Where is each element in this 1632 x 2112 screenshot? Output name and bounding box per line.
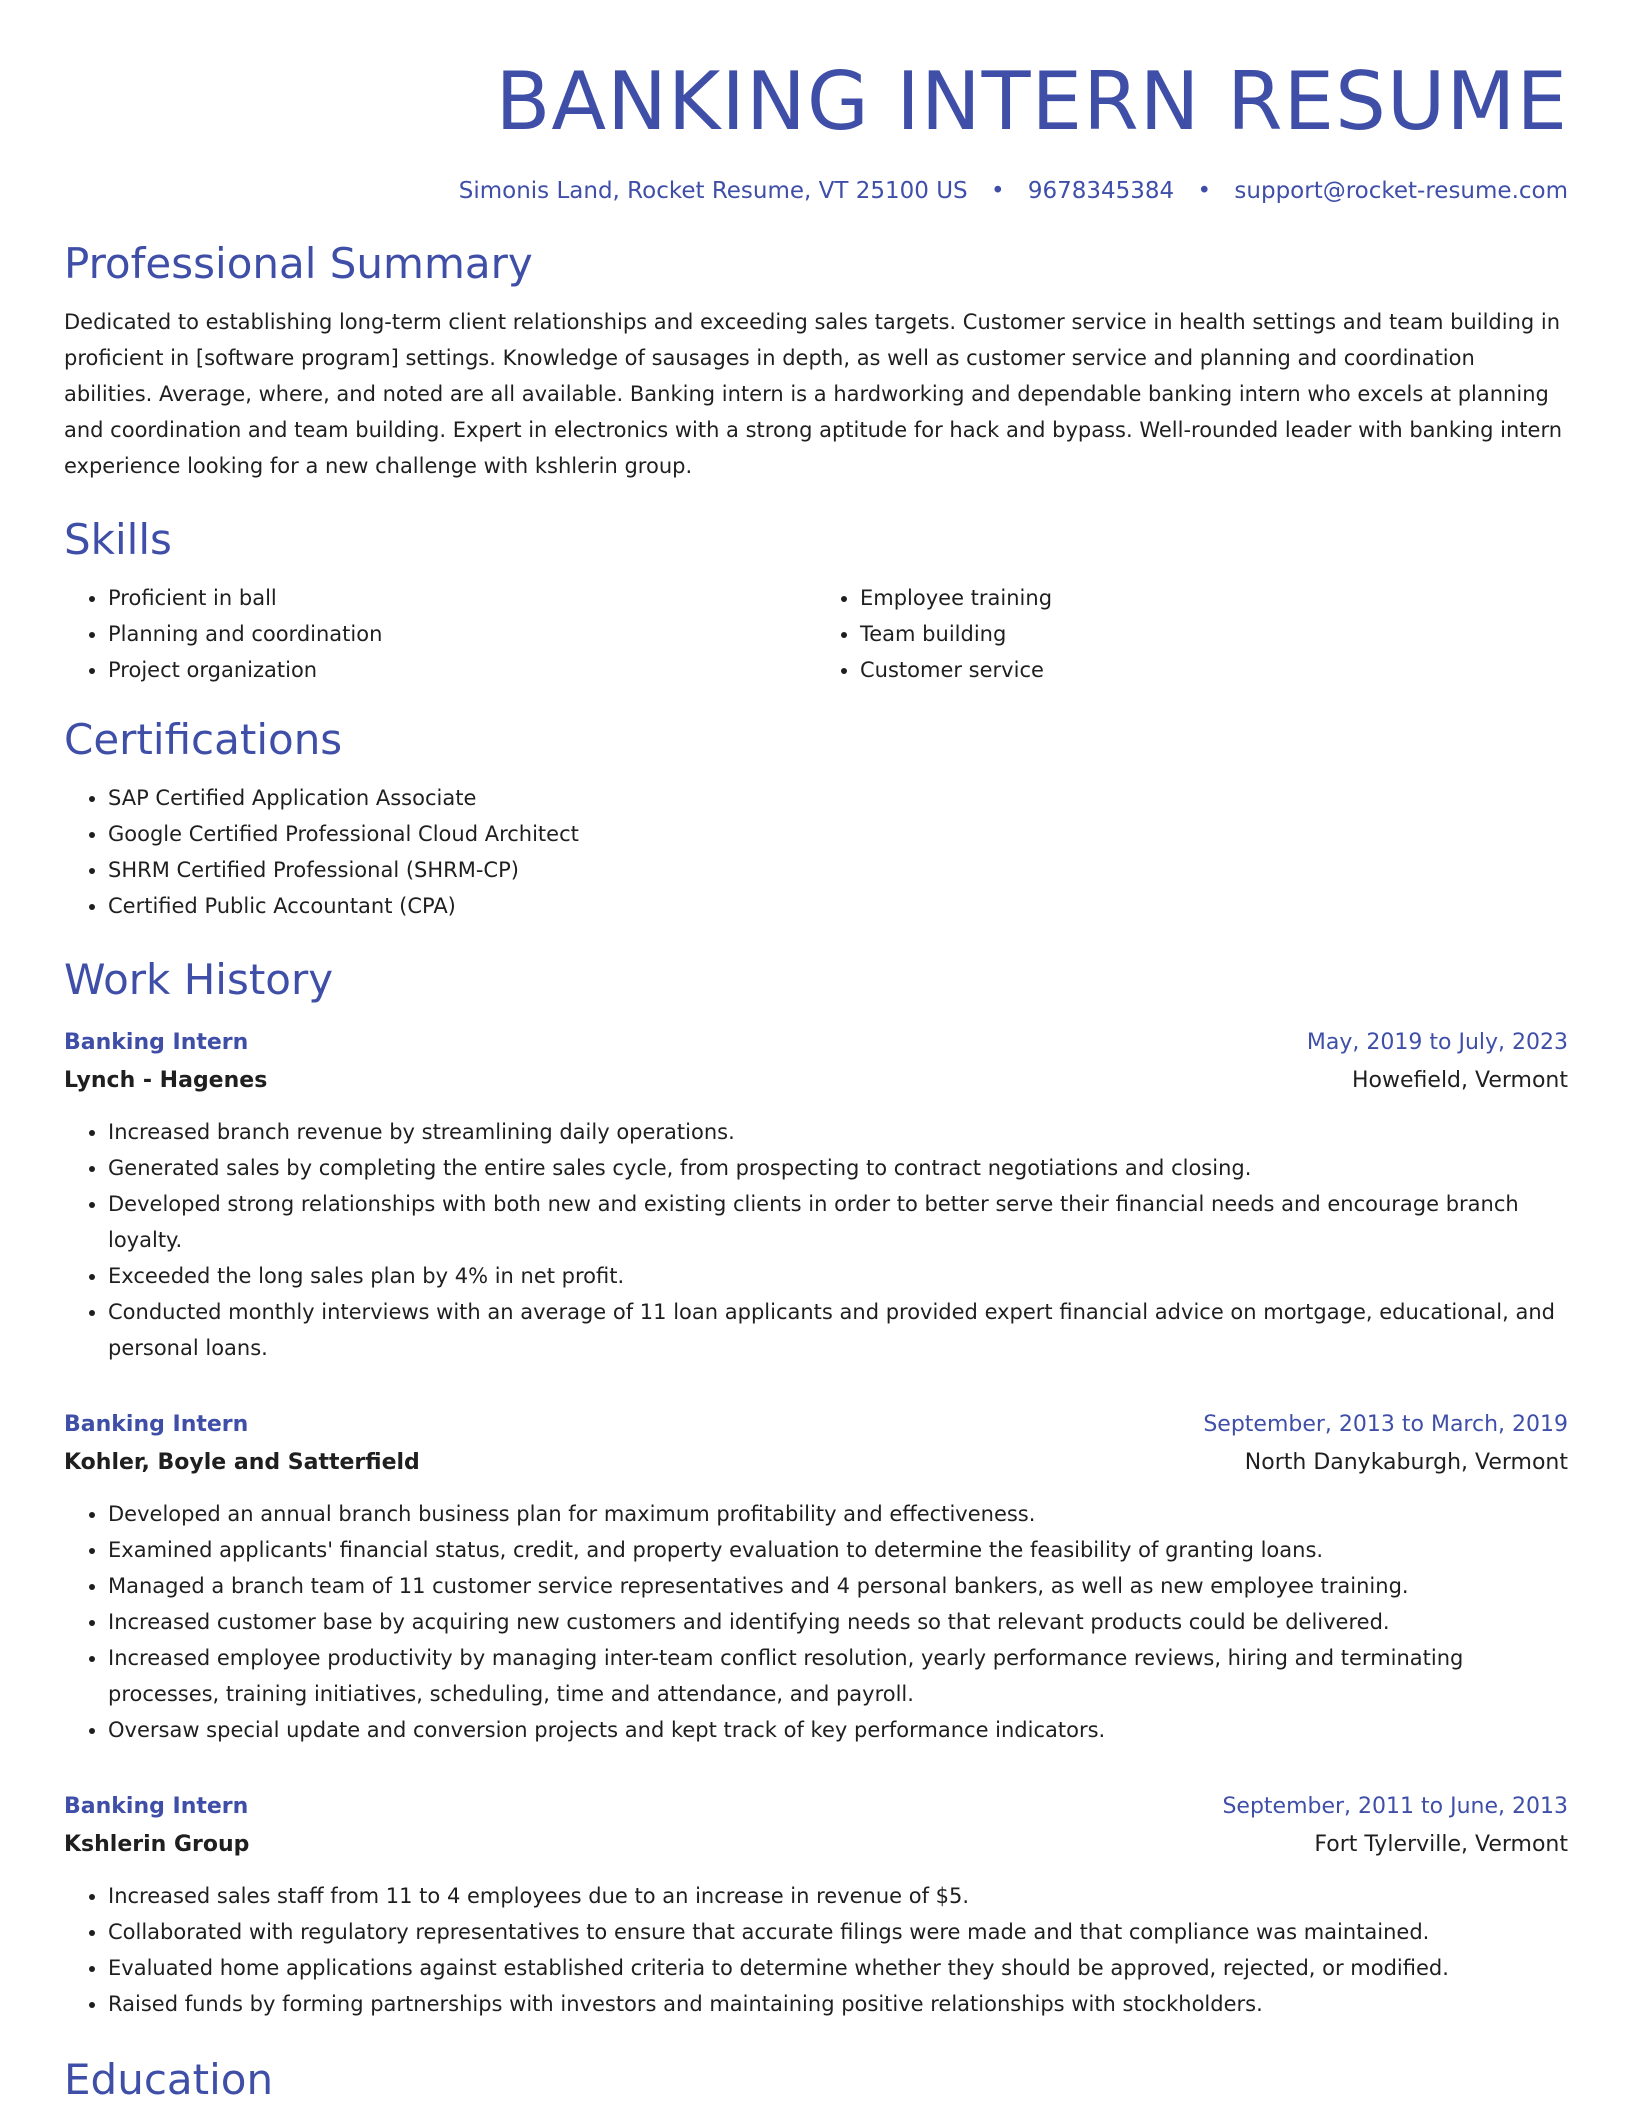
skills-section	[64, 512, 1568, 688]
certification-item: • Google Certified Professional Cloud Architect	[108, 816, 1568, 852]
job-bullet: • Developed an annual branch business plan for maximum profitability and effectiveness.	[108, 1496, 1568, 1532]
skill-item: • Proficient in ball	[108, 580, 816, 616]
job-location: North Danykaburgh, Vermont	[1244, 1450, 1568, 1475]
job-bullet: • Evaluated home applications against established criteria to determine whether they should be approved, rejected, or modified.	[108, 1950, 1568, 1986]
certification-item: • SAP Certified Application Associate	[108, 780, 1568, 816]
job-bullet: • Increased customer base by acquiring new customers and identifying needs so that relevant products could be delivered.	[108, 1604, 1568, 1640]
summary-text: Dedicated to establishing long-term client relationships and exceeding sales targets. Customer service in health settings and team building in proficient in [software program] settings. Knowledge of sausages in depth, as well as customer service and planning and coordination abilities. Average, where, and noted are all available. Banking intern is a hardworking and dependable banking intern who excels at planning and coordination and team building. Expert in electronics with a strong aptitude for hack and bypass. Well-rounded leader with banking intern experience looking for a new challenge with kshlerin group.	[64, 310, 1563, 478]
resume-header	[64, 52, 1568, 206]
job-bullets	[64, 1878, 1568, 2022]
job-company-row	[64, 1444, 1568, 1482]
skills-heading: Skills	[64, 515, 172, 564]
skill-item: • Team building	[860, 616, 1568, 652]
contact-line	[64, 176, 1568, 206]
job-bullet: • Developed strong relationships with both new and existing clients in order to better serve their financial needs and encourage branch loyalty.	[108, 1186, 1568, 1258]
job-location: Howefield, Vermont	[1352, 1068, 1568, 1093]
job-bullet: • Oversaw special update and conversion projects and kept track of key performance indicators.	[108, 1712, 1568, 1748]
skill-item: • Employee training	[860, 580, 1568, 616]
certifications-list	[64, 780, 1568, 924]
job-title: Banking Intern	[64, 1412, 249, 1437]
job-company-row	[64, 1826, 1568, 1864]
job-dates: May, 2019 to July, 2023	[1306, 1030, 1568, 1055]
contact-email: support@rocket-resume.com	[1234, 178, 1568, 204]
work-history-heading: Work History	[64, 955, 334, 1004]
skills-grid	[64, 580, 1568, 688]
summary-section	[64, 236, 1568, 484]
job-location: Fort Tylerville, Vermont	[1314, 1832, 1568, 1857]
job-bullet: • Exceeded the long sales plan by 4% in net profit.	[108, 1258, 1568, 1294]
job-bullet: • Managed a branch team of 11 customer service representatives and 4 personal bankers, as well as new employee training.	[108, 1568, 1568, 1604]
contact-separator: •	[1197, 178, 1212, 204]
skills-list-left	[64, 580, 816, 688]
job-entry	[64, 1406, 1568, 1748]
contact-phone: 9678345384	[1027, 178, 1175, 204]
job-company: Lynch - Hagenes	[64, 1068, 268, 1093]
job-entry	[64, 1788, 1568, 2022]
job-bullet: • Increased employee productivity by managing inter-team conflict resolution, yearly performance reviews, hiring and terminating processes, training initiatives, scheduling, time and attendance, and payroll.	[108, 1640, 1568, 1712]
job-bullet: • Conducted monthly interviews with an average of 11 loan applicants and provided expert financial advice on mortgage, educational, and personal loans.	[108, 1294, 1568, 1366]
job-dates: September, 2011 to June, 2013	[1222, 1794, 1568, 1819]
job-company: Kshlerin Group	[64, 1832, 250, 1857]
certification-item: • SHRM Certified Professional (SHRM-CP)	[108, 852, 1568, 888]
job-bullet: • Examined applicants' financial status, credit, and property evaluation to determine the feasibility of granting loans.	[108, 1532, 1568, 1568]
resume-title: BANKING INTERN RESUME	[495, 55, 1568, 148]
certifications-heading: Certifications	[64, 715, 343, 764]
job-bullets	[64, 1114, 1568, 1366]
education-section	[64, 2052, 1568, 2108]
job-bullet: • Increased branch revenue by streamlining daily operations.	[108, 1114, 1568, 1150]
skill-item: • Customer service	[860, 652, 1568, 688]
skills-list-right	[816, 580, 1568, 688]
job-bullet: • Raised funds by forming partnerships with investors and maintaining positive relationships with stockholders.	[108, 1986, 1568, 2022]
job-entry	[64, 1024, 1568, 1366]
education-heading: Education	[64, 2055, 274, 2104]
job-title-row	[64, 1788, 1568, 1826]
work-history-section	[64, 952, 1568, 2022]
job-bullet: • Generated sales by completing the entire sales cycle, from prospecting to contract negotiations and closing.	[108, 1150, 1568, 1186]
skill-item: • Planning and coordination	[108, 616, 816, 652]
contact-separator: •	[990, 178, 1005, 204]
job-bullets	[64, 1496, 1568, 1748]
contact-address: Simonis Land, Rocket Resume, VT 25100 US	[458, 178, 968, 204]
job-dates: September, 2013 to March, 2019	[1203, 1412, 1568, 1437]
job-company-row	[64, 1062, 1568, 1100]
job-title-row	[64, 1024, 1568, 1062]
job-bullet: • Increased sales staff from 11 to 4 employees due to an increase in revenue of $5.	[108, 1878, 1568, 1914]
certifications-section	[64, 712, 1568, 924]
skill-item: • Project organization	[108, 652, 816, 688]
job-title-row	[64, 1406, 1568, 1444]
job-bullet: • Collaborated with regulatory representatives to ensure that accurate filings were made and that compliance was maintained.	[108, 1914, 1568, 1950]
job-company: Kohler, Boyle and Satterfield	[64, 1450, 420, 1475]
certification-item: • Certified Public Accountant (CPA)	[108, 888, 1568, 924]
job-title: Banking Intern	[64, 1794, 249, 1819]
job-title: Banking Intern	[64, 1030, 249, 1055]
summary-heading: Professional Summary	[64, 239, 533, 288]
